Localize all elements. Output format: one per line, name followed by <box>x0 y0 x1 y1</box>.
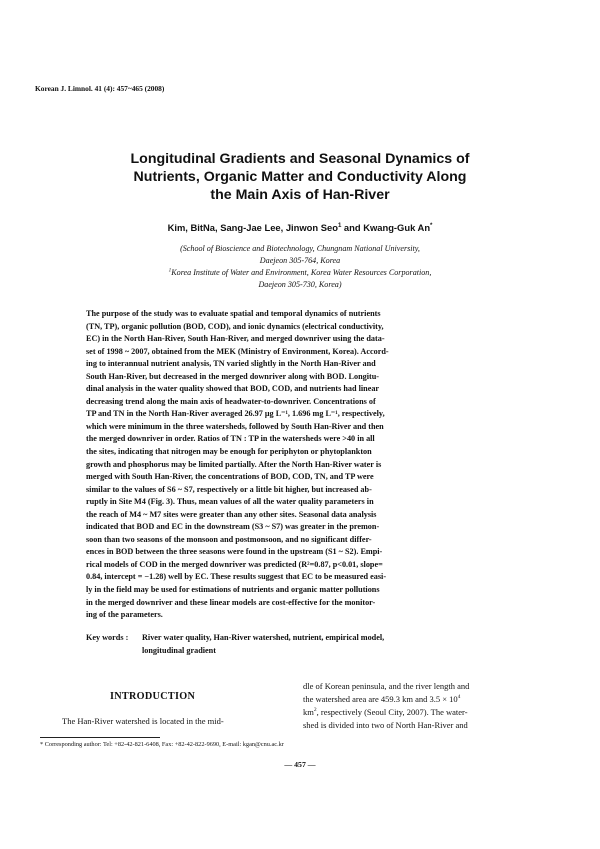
abstract-line: ences in BOD between the three seasons were found in the upstream (S1 ~ S2). Empi- <box>86 547 383 557</box>
text-line <box>303 706 535 719</box>
abstract-line: decreasing trend along the main axis of headwater-to-downriver. Concentrations of <box>86 396 376 406</box>
abstract-line: 0.84, intercept = −1.28) well by EC. These results suggest that EC to be measured easi- <box>86 572 387 582</box>
abstract-line: soon than two seasons of the monsoon and postmonsoon, and no significant differ- <box>86 534 372 544</box>
title-line: the Main Axis of Han-River <box>210 187 390 203</box>
text-span: , respectively (Seoul City, 2007). The water- <box>316 707 468 717</box>
text-line <box>303 693 535 706</box>
superscript: 4 <box>457 694 461 701</box>
author-last: and Kwang-Guk An <box>341 222 431 233</box>
text-line: shed is divided into two of North Han-River and <box>303 720 468 730</box>
abstract-line: which were minimum in the three watersheds, followed by South Han-River and then <box>86 421 384 431</box>
abstract-line: growth and phosphorus may be limited partially. After the North Han-River water is <box>86 459 382 469</box>
intro-left-column: The Han-River watershed is located in the mid- <box>62 716 224 726</box>
title-line: Nutrients, Organic Matter and Conductivity Along <box>133 169 467 185</box>
footnote-rule <box>40 737 160 738</box>
abstract-line: the sites, indicating that nitrogen may be enough for periphyton or phytoplankton <box>86 447 372 457</box>
abstract-line: The purpose of the study was to evaluate spatial and temporal dynamics of nutrients <box>86 309 381 318</box>
journal-reference: Korean J. Limnol. 41 (4): 457~465 (2008) <box>35 84 165 93</box>
keywords <box>86 632 516 657</box>
affiliation-mark: 1 <box>168 267 172 274</box>
abstract-line: (TN, TP), organic pollution (BOD, COD), and ionic dynamics (electrical conductivity, <box>86 321 384 331</box>
abstract-line: the merged downriver in order. Ratios of TN : TP in the watersheds were >40 in all <box>86 434 375 444</box>
abstract-line: ly in the field may be used for estimations of nutrients and organic matter pollutions <box>86 585 380 595</box>
abstract-line: TP and TN in the North Han-River averaged 26.97 μg L⁻¹, 1.696 mg L⁻¹, respectively, <box>86 409 385 419</box>
abstract-line: ing of the parameters. <box>86 610 163 620</box>
author-list <box>40 222 560 233</box>
author-names: Kim, BitNa, Sang-Jae Lee, Jinwon Seo <box>167 222 338 233</box>
text-line: dle of Korean peninsula, and the river length and <box>303 681 470 691</box>
corresponding-mark: * <box>430 221 433 229</box>
abstract-line: merged with South Han-River, the concentrations of BOD, COD, TN, and TP were <box>86 472 374 482</box>
affiliation-line: (School of Bioscience and Biotechnology, Chungnam National University, <box>180 244 420 253</box>
author-affiliation-mark: 1 <box>337 221 342 229</box>
abstract <box>86 308 516 622</box>
footnote-corresponding-author: * Corresponding author: Tel: +82-42-821-6408, Fax: +82-42-822-9690, E-mail: kgan@cnu.ac.kr <box>40 741 284 748</box>
abstract-line: ruptly in Site M4 (Fig. 3). Thus, mean values of all the water quality parameters in <box>86 497 374 507</box>
abstract-line: EC) in the North Han-River, South Han-River, and merged downriver using the data- <box>86 334 385 344</box>
keywords-text: longitudinal gradient <box>142 645 216 655</box>
abstract-line: the reach of M4 ~ M7 sites were greater than any other sites. Seasonal data analysis <box>86 509 377 519</box>
abstract-line: set of 1998 ~ 2007, obtained from the MEK (Ministry of Environment, Korea). Accord- <box>86 346 389 356</box>
affiliation-line: Daejeon 305-764, Korea <box>259 255 341 265</box>
abstract-line: rical models of COD in the merged downriver was predicted (R²=0.87, p<0.01, slope= <box>86 559 383 569</box>
affiliation-text: Korea Institute of Water and Environment, Korea Water Resources Corporation, <box>171 268 432 277</box>
abstract-line: in the merged downriver and these linear models are cost-effective for the monitor- <box>86 597 376 607</box>
intro-right-column <box>303 680 535 732</box>
affiliation-line: Daejeon 305-730, Korea) <box>258 279 342 289</box>
text-span: the watershed area are 459.3 km and 3.5 × 10 <box>303 694 458 704</box>
abstract-line: indicated that BOD and EC in the downstream (S3 ~ S7) was greater in the premon- <box>86 522 380 532</box>
text-span: km <box>303 707 314 717</box>
page-number: — 457 — <box>284 760 316 769</box>
section-heading-introduction: INTRODUCTION <box>110 691 196 702</box>
superscript: 2 <box>313 707 317 714</box>
keywords-label: Key words : <box>86 633 129 642</box>
abstract-line: similar to the values of S6 ~ S7, respectively or a little bit higher, but increased ab- <box>86 484 372 494</box>
abstract-line: ing to interannual nutrient analysis, TN varied slightly in the North Han-River and <box>86 359 376 369</box>
paper-title <box>40 150 560 204</box>
affiliation-2 <box>60 267 540 290</box>
affiliation-line <box>60 267 540 279</box>
keywords-text: River water quality, Han-River watershed, nutrient, empirical model, <box>142 633 385 642</box>
title-line: Longitudinal Gradients and Seasonal Dynamics of <box>130 151 470 167</box>
abstract-line: South Han-River, but decreased in the merged downriver along with BOD. Longitu- <box>86 371 380 381</box>
affiliation-1 <box>60 243 540 266</box>
abstract-line: dinal analysis in the water quality showed that BOD, COD, and nutrients had linear <box>86 384 380 394</box>
